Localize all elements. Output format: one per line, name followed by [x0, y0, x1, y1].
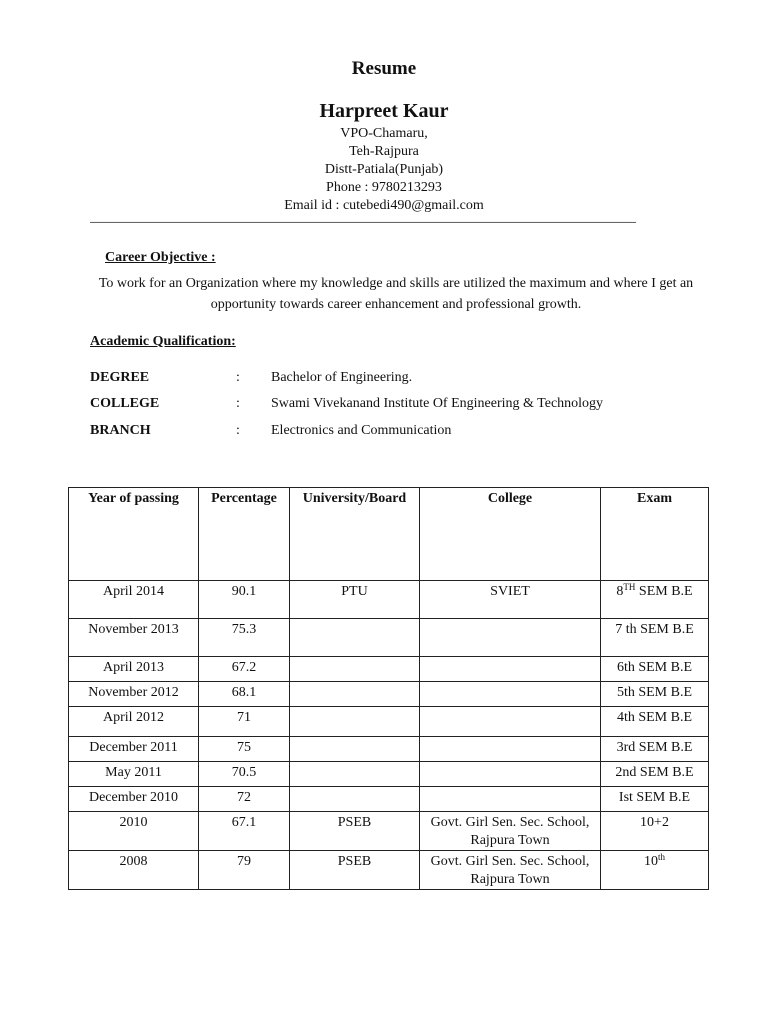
branch-label: BRANCH	[90, 423, 151, 438]
cell-exam	[601, 851, 709, 890]
table-header-row	[69, 488, 709, 581]
cell-college: SVIET	[420, 581, 601, 619]
cell-college	[420, 657, 601, 682]
cell-year: December 2011	[69, 737, 199, 762]
cell-board: PSEB	[290, 851, 420, 890]
career-objective-text: To work for an Organization where my knowledge and skills are utilized the maximum and where I get an opportunity towards career enhancement and professional growth.	[98, 276, 694, 312]
exam-superscript: th	[657, 852, 665, 862]
cell-exam: 7 th SEM B.E	[601, 619, 709, 657]
degree-label: DEGREE	[90, 370, 150, 385]
cell-exam: Ist SEM B.E	[601, 787, 709, 812]
cell-percentage: 75	[199, 737, 290, 762]
header-university-board: University/Board	[290, 488, 420, 581]
cell-year: April 2012	[69, 707, 199, 737]
academic-results-table	[68, 487, 709, 890]
exam-superscript: TH	[623, 582, 636, 592]
candidate-name: Harpreet Kaur	[319, 100, 449, 122]
exam-suffix: SEM B.E	[635, 584, 693, 599]
exam-number: 8	[616, 584, 624, 599]
document-title: Resume	[351, 58, 417, 79]
cell-year: 2008	[69, 851, 199, 890]
cell-year: December 2010	[69, 787, 199, 812]
header-percentage: Percentage	[199, 488, 290, 581]
header-exam: Exam	[601, 488, 709, 581]
cell-college	[420, 707, 601, 737]
career-objective-heading: Career Objective :	[105, 250, 216, 265]
cell-year: November 2013	[69, 619, 199, 657]
cell-exam: 5th SEM B.E	[601, 682, 709, 707]
cell-board: PSEB	[290, 812, 420, 851]
header-year-of-passing: Year of passing	[69, 488, 199, 581]
cell-percentage: 67.2	[199, 657, 290, 682]
academic-qualification-heading: Academic Qualification:	[90, 334, 236, 349]
table-row	[69, 851, 709, 890]
cell-college	[420, 737, 601, 762]
cell-percentage: 67.1	[199, 812, 290, 851]
table-row	[69, 762, 709, 787]
cell-year: November 2012	[69, 682, 199, 707]
degree-value: Bachelor of Engineering.	[271, 370, 413, 385]
cell-percentage: 75.3	[199, 619, 290, 657]
table-row	[69, 581, 709, 619]
cell-college	[420, 682, 601, 707]
header-college: College	[420, 488, 601, 581]
cell-board	[290, 787, 420, 812]
table-row	[69, 657, 709, 682]
cell-percentage: 72	[199, 787, 290, 812]
cell-board	[290, 737, 420, 762]
table-row	[69, 787, 709, 812]
cell-board: PTU	[290, 581, 420, 619]
cell-exam: 4th SEM B.E	[601, 707, 709, 737]
cell-college	[420, 619, 601, 657]
branch-colon: :	[236, 423, 240, 438]
cell-board	[290, 762, 420, 787]
cell-percentage: 79	[199, 851, 290, 890]
cell-board	[290, 682, 420, 707]
cell-year: May 2011	[69, 762, 199, 787]
cell-percentage: 71	[199, 707, 290, 737]
cell-college	[420, 762, 601, 787]
cell-board	[290, 657, 420, 682]
address-line-2: Teh-Rajpura	[349, 144, 419, 159]
cell-college	[420, 787, 601, 812]
phone-number: Phone : 9780213293	[326, 180, 442, 195]
cell-exam: 10+2	[601, 812, 709, 851]
cell-year: April 2013	[69, 657, 199, 682]
college-colon: :	[236, 396, 240, 411]
cell-exam: 3rd SEM B.E	[601, 737, 709, 762]
cell-board	[290, 707, 420, 737]
cell-board	[290, 619, 420, 657]
cell-year: April 2014	[69, 581, 199, 619]
table-row	[69, 707, 709, 737]
cell-college: Govt. Girl Sen. Sec. School, Rajpura Town	[420, 851, 601, 890]
email-address: Email id : cutebedi490@gmail.com	[284, 198, 484, 213]
table-row	[69, 682, 709, 707]
degree-colon: :	[236, 370, 240, 385]
cell-percentage: 70.5	[199, 762, 290, 787]
table-row	[69, 619, 709, 657]
table-row	[69, 737, 709, 762]
cell-year: 2010	[69, 812, 199, 851]
cell-exam	[601, 581, 709, 619]
address-line-3: Distt-Patiala(Punjab)	[324, 162, 444, 177]
exam-number: 10	[643, 854, 658, 869]
college-value: Swami Vivekanand Institute Of Engineering & Technology	[271, 396, 604, 411]
cell-percentage: 90.1	[199, 581, 290, 619]
cell-exam: 2nd SEM B.E	[601, 762, 709, 787]
branch-value: Electronics and Communication	[271, 423, 452, 438]
address-line-1: VPO-Chamaru,	[340, 126, 428, 141]
cell-percentage: 68.1	[199, 682, 290, 707]
header-divider: ______________________________________________________________________________	[90, 210, 636, 225]
cell-college: Govt. Girl Sen. Sec. School, Rajpura Town	[420, 812, 601, 851]
college-label: COLLEGE	[90, 396, 160, 411]
cell-exam: 6th SEM B.E	[601, 657, 709, 682]
table-row	[69, 812, 709, 851]
